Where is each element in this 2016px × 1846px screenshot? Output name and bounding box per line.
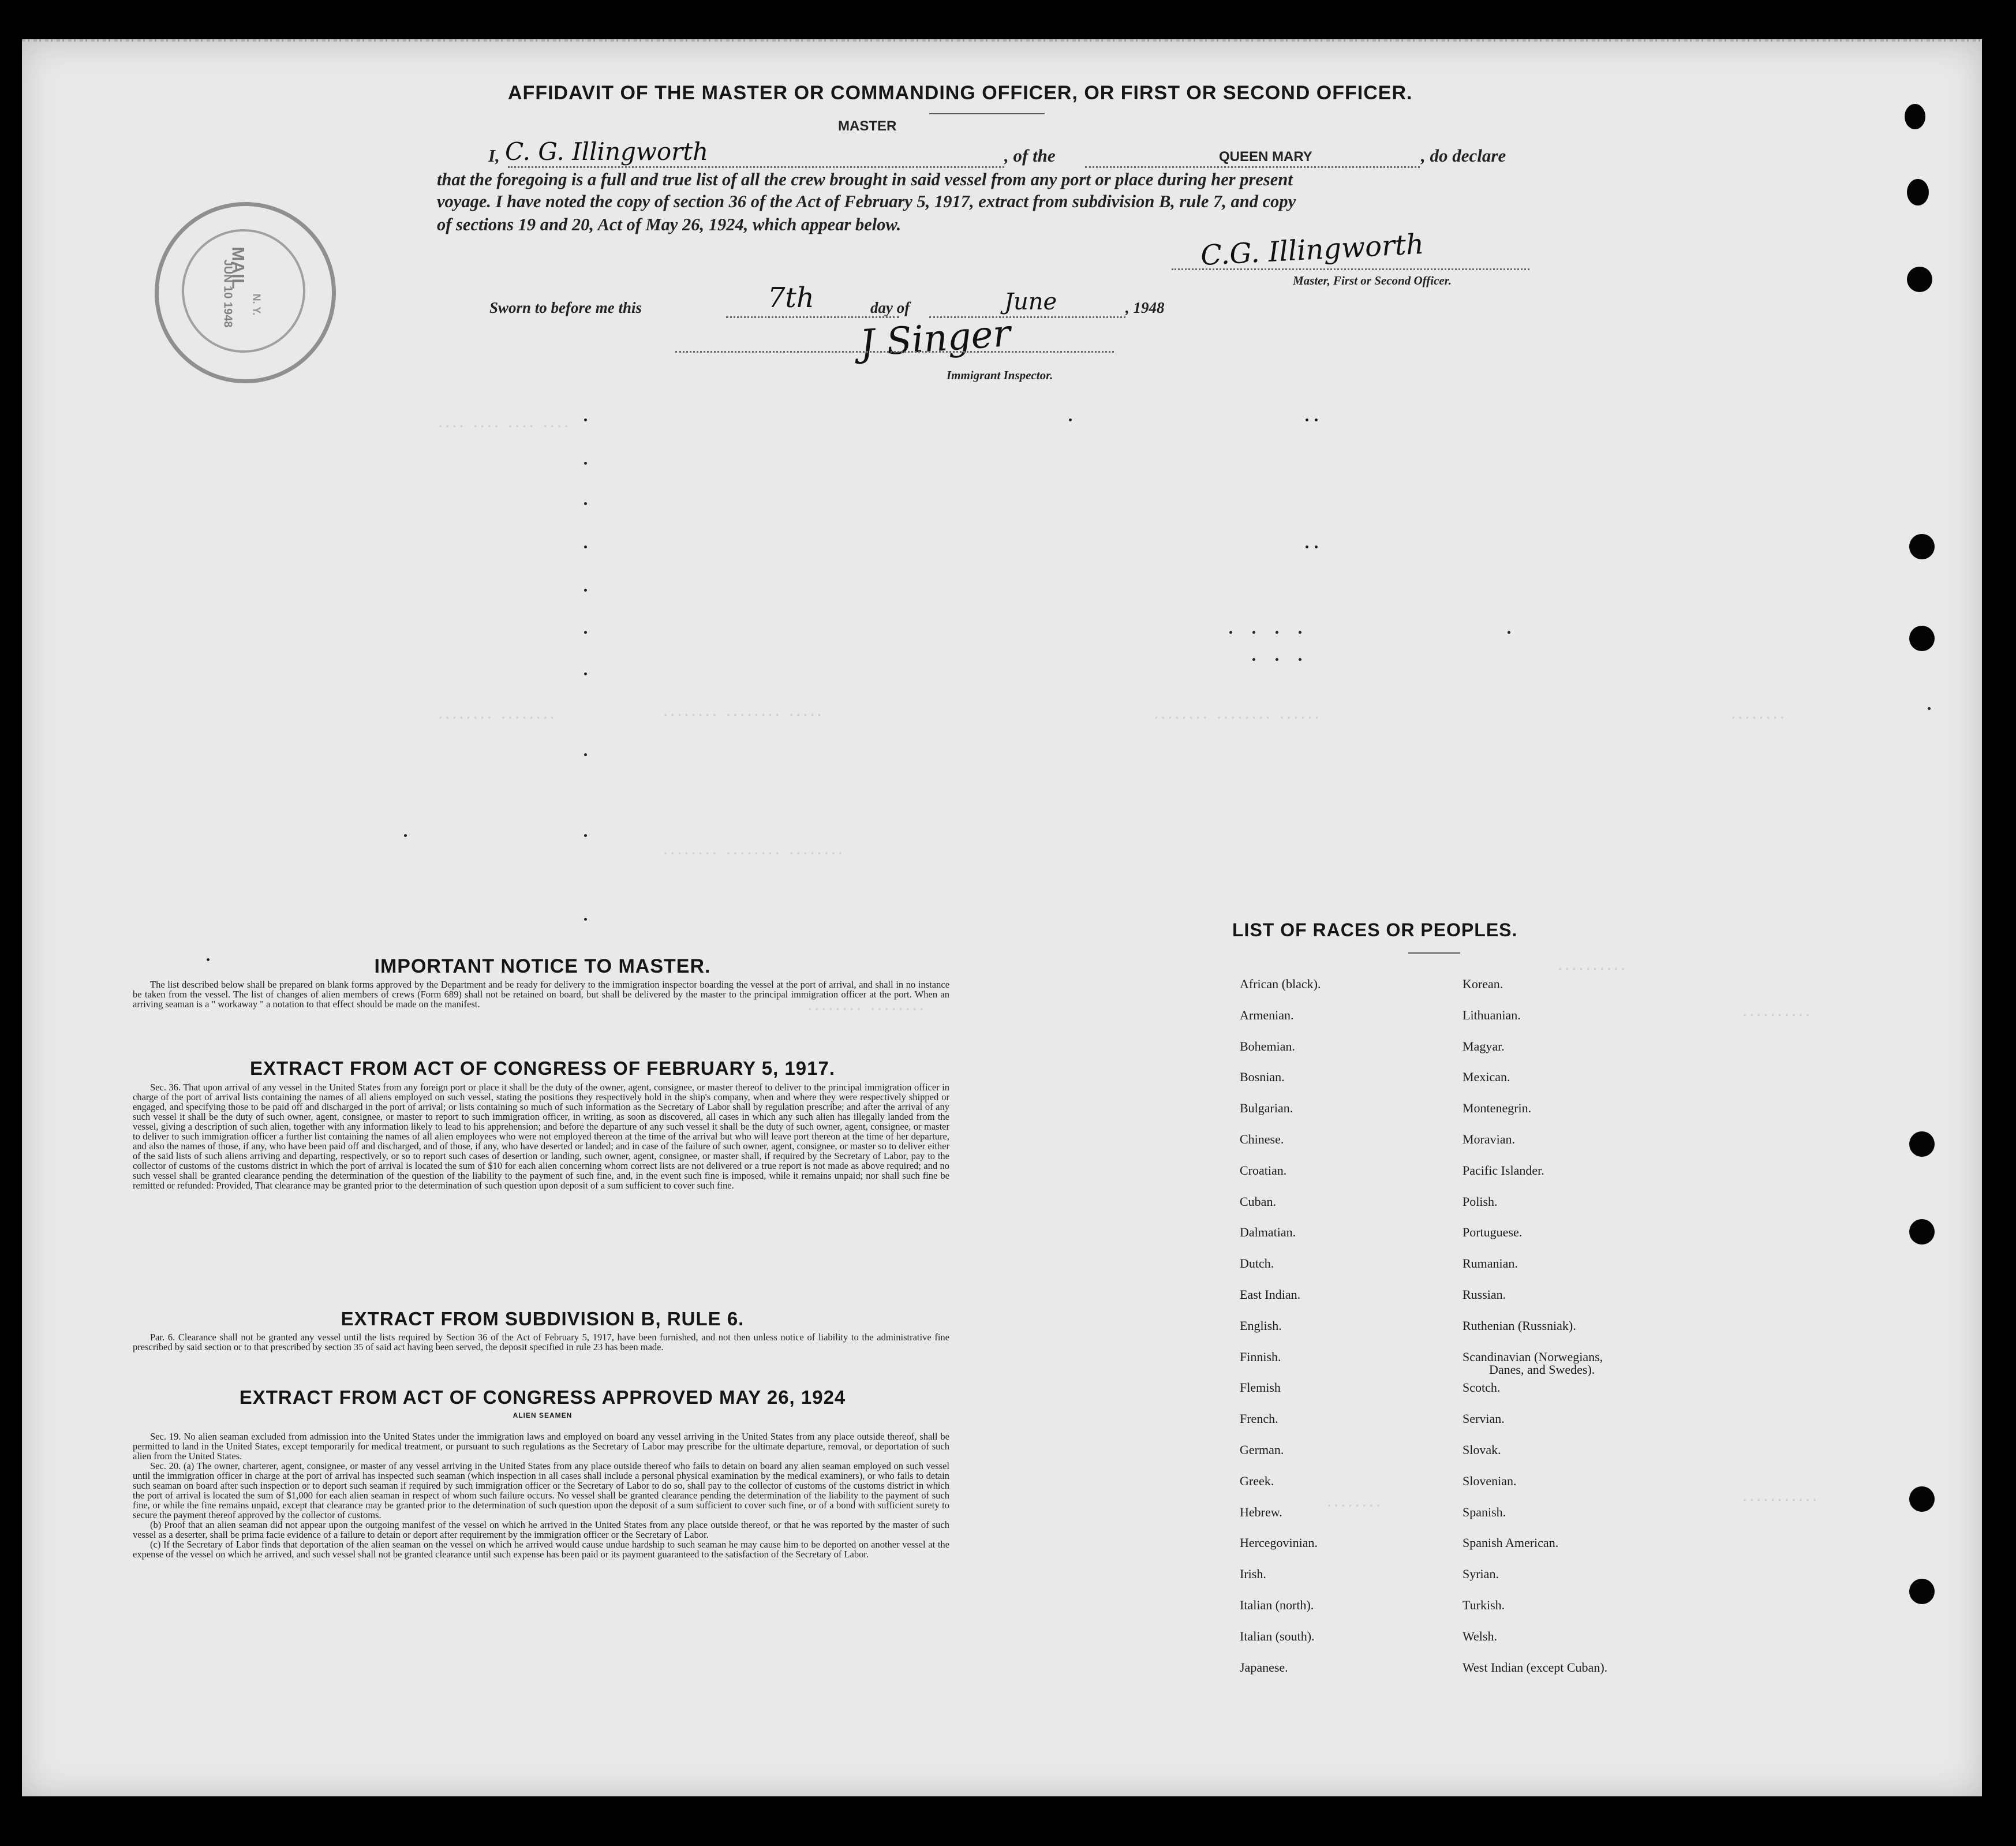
race-item: Montenegrin. — [1463, 1101, 1532, 1116]
subdivision-b-paragraph: Par. 6. Clearance shall not be granted any vessel until the lists required by Section 36 of the Act of February 5, 1917, have been furnished, and not then unless notice of liability to the administrative fine prescribed by said section or to that prescribed by section 35 of said act having been served, the deposit specified in rule 23 has been made. — [133, 1332, 949, 1352]
dot-mark — [1928, 707, 1931, 710]
race-item: Dalmatian. — [1240, 1225, 1296, 1240]
race-item: East Indian. — [1240, 1287, 1301, 1302]
race-item: Bohemian. — [1240, 1038, 1295, 1053]
dot-mark — [1276, 658, 1278, 661]
dot-mark — [1315, 545, 1318, 548]
extract-1917-paragraph: Sec. 36. That upon arrival of any vessel in the United States from any foreign port or place it shall be the duty of the owner, agent, consignee, or master thereof to deliver to the principal immigration officer in charge of the port of arrival lists containing the names of all aliens employed on such vessel, stating the positions they respectively hold in the ship's company, when and where they were respectively shipped or engaged, and specifying those to be paid off and discharged in the port of arrival; or lists containing so much of such information as the Secretary of Labor shall by regulation prescribe; and after the arrival of any such vessel it shall be the duty of such owner, agent, consignee, or master to report to such immigration officer, in writing, as soon as discovered, all cases in which any such alien has illegally landed from the vessel, giving a description of such alien, together with any information likely to lead to his apprehension; and before the departure of any such vessel it shall be the duty of such owner, agent, consignee, or master to deliver to such immigration officer a further list containing the names of all alien employees who were not employed thereon at the time of the arrival but who will leave port thereon at the time of her departure, and also the names of those, if any, who have been paid off and discharged, and of those, if any, who have deserted or landed; and in case of the failure of such owner, agent, consignee, or master so to deliver either of the said lists of such aliens arriving and departing, respectively, or so to report such cases of desertion or landing, such owner, agent, consignee, or master shall, if required by the Secretary of Labor, pay to the collector of customs of the customs district in which the port of arrival is located the sum of $10 for each alien concerning whom correct lists are not delivered or a true report is not made as above required; and no such vessel shall be granted clearance pending the determination of the question of the liability to the payment of such fine, and, in the event such fine is imposed, while it remains unpaid; nor shall such fine be remitted or refunded: Provided, That clearance may be granted prior to the determination of such question upon deposit of a sum sufficient to cover such fine. — [133, 1082, 949, 1191]
affidavit-heading: AFFIDAVIT OF THE MASTER OR COMMANDING OFFICER, OR FIRST OR SECOND OFFICER. — [508, 82, 1413, 104]
race-item: Magyar. — [1463, 1038, 1505, 1053]
master-name-line — [508, 166, 1004, 168]
race-item: Syrian. — [1463, 1567, 1499, 1582]
dot-mark — [1276, 631, 1278, 634]
race-item: French. — [1240, 1411, 1278, 1426]
sec20b-paragraph: (b) Proof that an alien seaman did not appear upon the outgoing manifest of the vessel on which he arrived in the United States from any place outside thereof, or that he was reported by the master of such vessel as a deserter, shall be prima facie evidence of a failure to detain or deport after requirement by the immigration officer or the Secretary of Labor. — [133, 1519, 949, 1540]
dot-mark — [1252, 658, 1255, 661]
race-item: Polish. — [1463, 1194, 1498, 1209]
stamp-line-3: N. Y. — [250, 293, 263, 316]
notice-paragraph: The list described below shall be prepared on blank forms approved by the Department and be ready for delivery to the immigration inspector boarding the vessel at the port of arrival, and shall in no instance be taken from the vessel. The list of changes of alien members of crews (Form 689) shall not be retained on board, but shall be delivered by the master to the principal immigration officer at the port. When an arriving seaman is a " workaway " a notation to that effect should be made on the manifest. — [133, 979, 949, 1010]
heading-underline — [929, 113, 1045, 114]
dot-mark — [584, 631, 587, 634]
dot-mark — [1306, 418, 1308, 421]
race-item: Hebrew. — [1240, 1504, 1282, 1519]
race-item: Moravian. — [1463, 1132, 1516, 1146]
dot-mark — [584, 462, 587, 465]
sworn-year: , 1948 — [1125, 299, 1165, 316]
dot-mark — [1252, 631, 1255, 634]
race-item: German. — [1240, 1443, 1284, 1457]
day-of-text: day of — [870, 299, 910, 316]
sec20c-paragraph: (c) If the Secretary of Labor finds that deportation of the alien seaman on the vessel on which he arrived would cause undue hardship to such seaman he may cause him to be deported on another vessel at the expense of the vessel on which he arrived, and such vessel shall not be granted clearance until such expense has been paid or its payment guaranteed to the satisfaction of the Secretary of Labor. — [133, 1539, 949, 1560]
affidavit-line-3: voyage. I have noted the copy of section 36 of the Act of February 5, 1917, extract from subdivision B, rule 7, and copy — [437, 192, 1296, 211]
race-item: Portuguese. — [1463, 1225, 1523, 1240]
rank-label: MASTER — [838, 118, 897, 134]
dot-mark — [1299, 631, 1301, 634]
dot-mark — [1069, 418, 1072, 421]
master-name: C. G. Illingworth — [505, 137, 709, 166]
dot-mark — [584, 418, 587, 421]
race-item: Spanish. — [1463, 1504, 1506, 1519]
inspector-signature: J Singer — [858, 312, 1012, 366]
race-item: Servian. — [1463, 1411, 1505, 1426]
race-item: Italian (north). — [1240, 1598, 1314, 1612]
race-item-continued: Danes, and Swedes). — [1489, 1362, 1595, 1377]
vessel-name: QUEEN MARY — [1219, 149, 1312, 165]
race-item: West Indian (except Cuban). — [1463, 1660, 1608, 1675]
punch-hole — [1909, 1486, 1935, 1512]
race-item: Spanish American. — [1463, 1535, 1559, 1550]
dot-mark — [1306, 545, 1308, 548]
punch-hole — [1907, 267, 1932, 292]
race-item: Russian. — [1463, 1287, 1506, 1302]
race-item: Pacific Islander. — [1463, 1163, 1544, 1178]
races-title-underline — [1408, 952, 1460, 954]
punch-hole — [1909, 1219, 1935, 1245]
race-item: Slovak. — [1463, 1443, 1501, 1457]
stamp-line-2: JUN 10 1948 — [221, 259, 234, 328]
race-item: Bosnian. — [1240, 1070, 1285, 1085]
sec19-paragraph: Sec. 19. No alien seaman excluded from admission into the United States under the immigration laws and employed on board any vessel arriving in the United States from any place outside thereof, shall be permitted to land in the United States, except temporarily for medical treatment, or pursuant to such regulations as the Secretary of Labor may prescribe for the ultimate departure, removal, or deportation of such alien from the United States. — [133, 1431, 949, 1462]
race-item: Irish. — [1240, 1567, 1266, 1582]
race-item: Rumanian. — [1463, 1256, 1518, 1271]
race-item: Greek. — [1240, 1473, 1274, 1488]
race-item: Scotch. — [1463, 1380, 1501, 1395]
vessel-line — [1085, 166, 1420, 168]
race-item: Armenian. — [1240, 1007, 1294, 1022]
dot-mark — [584, 502, 587, 505]
affidavit-line-2: that the foregoing is a full and true list of all the crew brought in said vessel from any port or place during her present — [437, 170, 1293, 189]
dot-mark — [584, 545, 587, 548]
race-item: Dutch. — [1240, 1256, 1274, 1271]
race-item: Slovenian. — [1463, 1473, 1517, 1488]
race-item: Italian (south). — [1240, 1628, 1315, 1643]
dot-mark — [584, 834, 587, 837]
extract-1924-subtitle: ALIEN SEAMEN — [513, 1411, 573, 1419]
punch-hole — [1909, 626, 1935, 651]
race-item: Bulgarian. — [1240, 1101, 1293, 1116]
race-item: Cuban. — [1240, 1194, 1276, 1209]
dot-mark — [584, 672, 587, 675]
race-item: English. — [1240, 1318, 1282, 1333]
race-item: Flemish — [1240, 1380, 1281, 1395]
sworn-day: 7th — [768, 282, 814, 314]
extract-1917-body — [133, 1082, 949, 1190]
subdivision-b-body — [133, 1332, 949, 1352]
sec20a-paragraph: Sec. 20. (a) The owner, charterer, agent, consignee, or master of any vessel arriving in the United States from any place outside thereof who fails to detain on board any alien seaman employed on such vessel until the immigration officer in charge at the port of arrival has inspected such seaman (which inspection in all cases shall include a personal physical examination by the medical examiners), or who fails to detain such seaman on board after such inspection or to deport such seaman if required by such immigration officer or the Secretary of Labor to do so, shall pay to the collector of customs of the customs district in which the port of arrival is located the sum of $1,000 for each alien seaman in respect of whom such failure occurs. No vessel shall be granted clearance pending the determination of the liability to the payment of such fine, or while the fine remains unpaid, except that clearance may be granted prior to the determination of such question upon the deposit of a sum sufficient to cover such fine, or of a bond with sufficient surety to secure the payment thereof approved by the collector of customs. — [133, 1460, 949, 1520]
signature-caption: Master, First or Second Officer. — [1293, 274, 1452, 287]
dot-mark — [1508, 631, 1510, 634]
race-item: Scandinavian (Norwegians, — [1463, 1349, 1603, 1364]
dot-mark — [584, 589, 587, 592]
affidavit-i: I, — [488, 145, 500, 166]
stamp-line-1: MAIL — [228, 246, 248, 289]
declare-text: , do declare — [1421, 145, 1506, 166]
notice-body — [133, 980, 949, 1009]
mail-stamp — [155, 202, 336, 383]
dot-mark — [584, 753, 587, 756]
dot-mark — [584, 918, 587, 921]
punch-hole — [1909, 534, 1935, 559]
dot-mark — [1315, 418, 1318, 421]
punch-hole — [1909, 1131, 1935, 1157]
dot-mark — [1229, 631, 1232, 634]
race-item: Welsh. — [1463, 1628, 1497, 1643]
extract-1917-title: EXTRACT FROM ACT OF CONGRESS OF FEBRUARY 5, 1917. — [249, 1057, 836, 1079]
extract-1924-body — [133, 1432, 949, 1559]
of-the-text: , of the — [1004, 145, 1056, 166]
dot-mark — [404, 834, 407, 837]
punch-hole — [1909, 1579, 1935, 1604]
race-item: Korean. — [1463, 977, 1503, 991]
subdivision-b-title: EXTRACT FROM SUBDIVISION B, RULE 6. — [341, 1308, 745, 1329]
notice-title: IMPORTANT NOTICE TO MASTER. — [374, 955, 711, 977]
races-title: LIST OF RACES OR PEOPLES. — [1232, 920, 1518, 940]
inspector-line — [675, 351, 1114, 353]
race-item: Finnish. — [1240, 1349, 1281, 1364]
extract-1924-title: EXTRACT FROM ACT OF CONGRESS APPROVED MAY 26, 1924 — [239, 1387, 846, 1408]
race-item: Lithuanian. — [1463, 1007, 1521, 1022]
race-item: Croatian. — [1240, 1163, 1287, 1178]
race-item: Chinese. — [1240, 1132, 1284, 1146]
punch-hole — [1907, 179, 1929, 205]
sworn-month: June — [1004, 289, 1057, 315]
affidavit-line-4: of sections 19 and 20, Act of May 26, 1924, which appear below. — [437, 215, 902, 234]
race-item: Hercegovinian. — [1240, 1535, 1318, 1550]
signature-line — [1172, 268, 1529, 270]
race-item: Mexican. — [1463, 1070, 1510, 1085]
punch-hole — [1905, 104, 1925, 129]
race-item: Ruthenian (Russniak). — [1463, 1318, 1576, 1333]
race-item: Japanese. — [1240, 1660, 1288, 1675]
race-item: African (black). — [1240, 977, 1321, 991]
master-signature: C.G. Illingworth — [1199, 227, 1425, 272]
sworn-text: Sworn to before me this — [489, 299, 642, 316]
race-item: Turkish. — [1463, 1598, 1505, 1612]
dot-mark — [1299, 658, 1301, 661]
inspector-caption: Immigrant Inspector. — [947, 368, 1053, 382]
